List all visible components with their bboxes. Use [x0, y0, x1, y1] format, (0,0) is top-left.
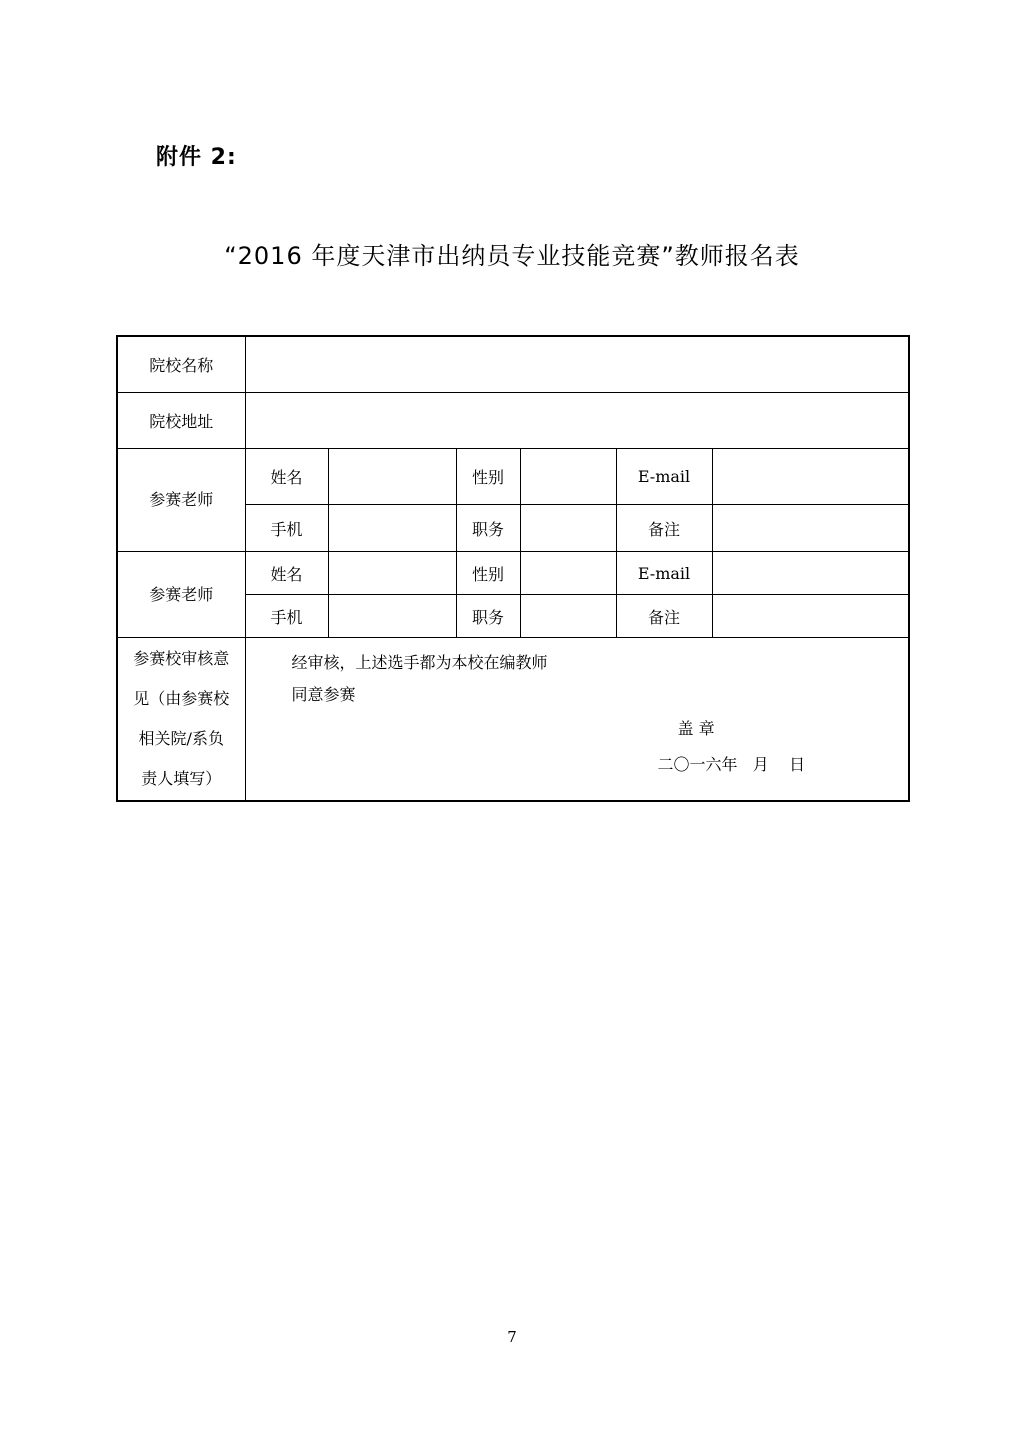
school-address-label: 院校地址 [117, 393, 245, 449]
teacher-1-phone-field[interactable] [328, 505, 456, 552]
teacher-1-gender-label: 性别 [456, 449, 520, 505]
teacher-2-email-field[interactable] [712, 552, 909, 595]
opinion-row [117, 638, 909, 802]
form-title: “2016 年度天津市出纳员专业技能竞赛”教师报名表 [224, 242, 800, 270]
teacher-2-phone-label: 手机 [245, 595, 328, 638]
page-number: 7 [507, 1328, 517, 1346]
teacher-2-gender-label: 性别 [456, 552, 520, 595]
school-name-field[interactable] [245, 336, 909, 393]
school-address-field[interactable] [245, 393, 909, 449]
attachment-label: 附件 2: [156, 145, 237, 170]
school-name-label: 院校名称 [117, 336, 245, 393]
teacher-1-name-label: 姓名 [245, 449, 328, 505]
teacher-1-email-field[interactable] [712, 449, 909, 505]
teacher-1-remarks-field[interactable] [712, 505, 909, 552]
opinion-label-line: 见（由参赛校 [133, 689, 230, 708]
opinion-label-line: 责人填写） [141, 769, 222, 788]
teacher-1-position-field[interactable] [520, 505, 616, 552]
opinion-statement: 经审核，上述选手都为本校在编教师 [291, 653, 548, 672]
teacher-1-row-1 [117, 449, 909, 505]
teacher-2-position-field[interactable] [520, 595, 616, 638]
teacher-1-position-label: 职务 [456, 505, 520, 552]
teacher-1-name-field[interactable] [328, 449, 456, 505]
teacher-1-phone-label: 手机 [245, 505, 328, 552]
teacher-2-remarks-field[interactable] [712, 595, 909, 638]
seal-label: 盖 章 [677, 719, 715, 738]
teacher-2-position-label: 职务 [456, 595, 520, 638]
date-label: 二〇一六年 月 日 [657, 755, 806, 774]
teacher-1-section-label: 参赛老师 [117, 449, 245, 552]
opinion-label [117, 638, 245, 802]
teacher-2-email-label: E-mail [616, 552, 712, 595]
teacher-2-remarks-label: 备注 [616, 595, 712, 638]
teacher-2-name-label: 姓名 [245, 552, 328, 595]
opinion-label-line: 相关院/系负 [138, 729, 224, 748]
teacher-2-row-1 [117, 552, 909, 595]
teacher-1-remarks-label: 备注 [616, 505, 712, 552]
teacher-1-email-label: E-mail [616, 449, 712, 505]
opinion-agreement: 同意参赛 [291, 685, 356, 704]
registration-form-table [116, 335, 910, 802]
teacher-1-gender-field[interactable] [520, 449, 616, 505]
teacher-2-section-label: 参赛老师 [117, 552, 245, 638]
teacher-2-name-field[interactable] [328, 552, 456, 595]
opinion-label-line: 参赛校审核意 [133, 649, 230, 668]
school-name-row [117, 336, 909, 393]
teacher-2-gender-field[interactable] [520, 552, 616, 595]
school-address-row [117, 393, 909, 449]
teacher-2-phone-field[interactable] [328, 595, 456, 638]
opinion-body[interactable] [245, 638, 909, 802]
